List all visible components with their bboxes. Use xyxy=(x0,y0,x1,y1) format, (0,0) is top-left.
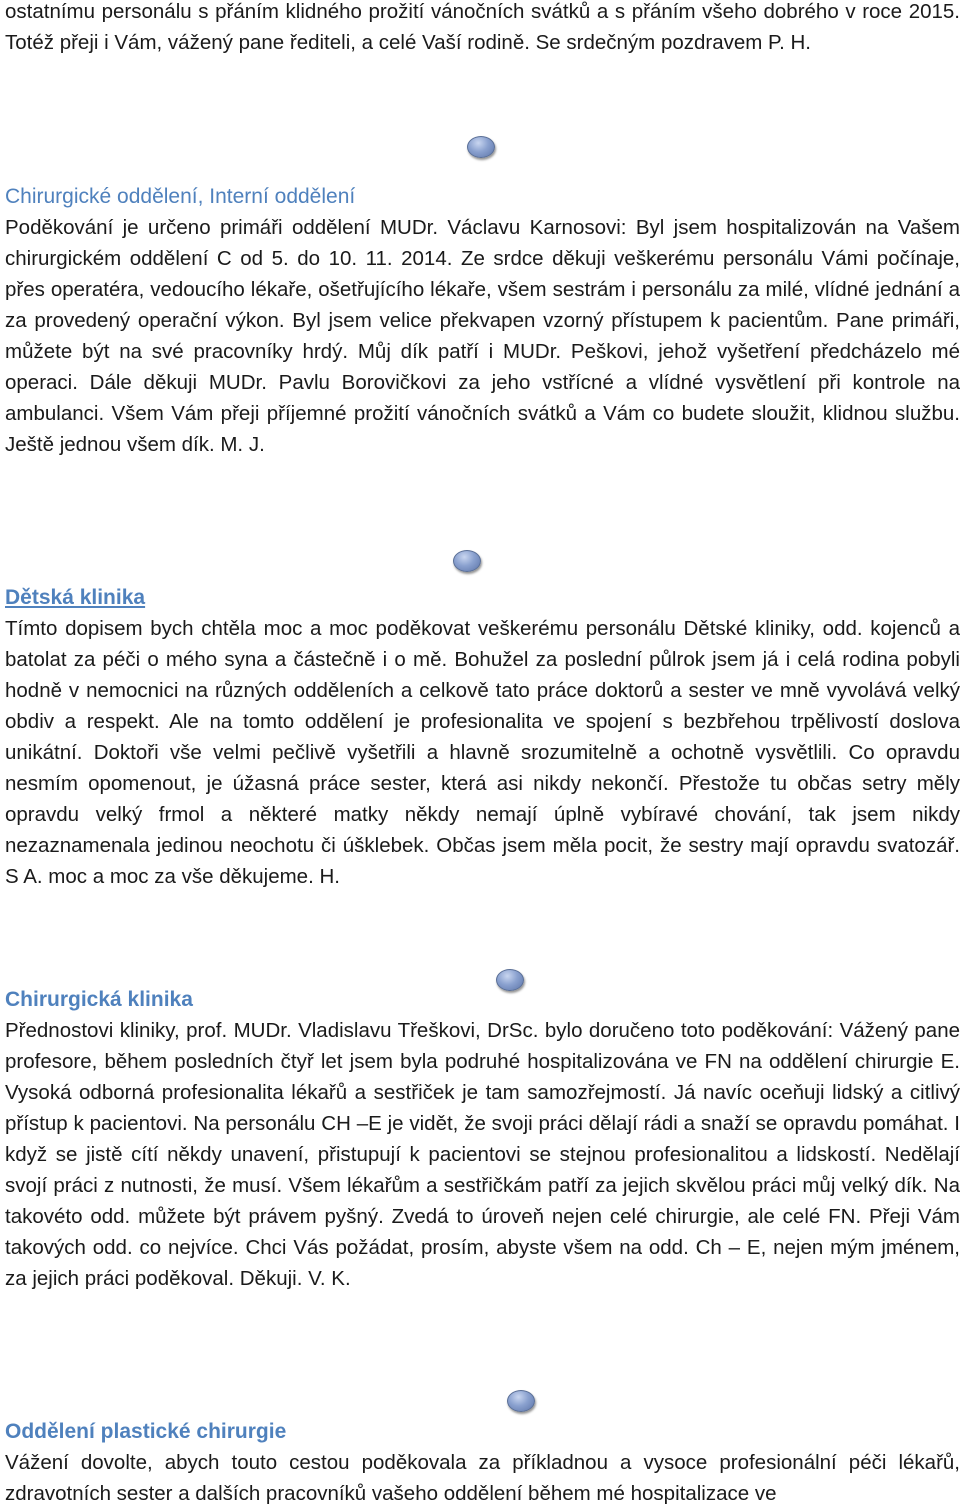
section-title-detska-klinika: Dětská klinika xyxy=(5,586,146,609)
section-title-plasticka-chirurgie: Oddělení plastické chirurgie xyxy=(5,1420,287,1443)
oval-separator-icon xyxy=(467,136,495,158)
oval-separator-icon xyxy=(496,969,524,991)
section-body-plasticka-chirurgie: Vážení dovolte, abych touto cestou poděkovala za příkladnou a vysoce profesionální péči lékařů, zdravotních sester a dalších pracovníků vašeho oddělení během mé hospitalizace ve xyxy=(5,1451,960,1505)
intro-paragraph: ostatnímu personálu s přáním klidného prožití vánočních svátků a s přáním všeho dobrého v roce 2015. Totéž přeji i Vám, vážený pane řediteli, a celé Vaší rodině. Se srdečným pozdravem P. H. xyxy=(5,0,960,54)
section-body-detska-klinika: Tímto dopisem bych chtěla moc a moc poděkovat veškerému personálu Dětské kliniky, odd. kojenců a batolat za péči o mého syna a částečně i o mě. Bohužel za poslední půlrok jsem já i celá rodina pobyli hodně v nemocnici na různých odděleních a celkově tato práce doktorů a sester ve mně vyvolává velký obdiv a respekt. Ale na tomto oddělení je profesionalita ve spojení s bezbřehou trpělivostí doslova unikátní. Doktoři vše velmi pečlivě vyšetřili a hlavně srozumitelně a ochotně vysvětlili. Co opravdu nesmím opomenout, je úžasná práce sester, která asi nikdy nekončí. Přestože tu občas setry měly opravdu velký frmol a některé matky někdy nemají úplně vybíravé chování, tak jsem nikdy nezaznamenala jedinou neochotu či úšklebek. Občas jsem měla pocit, že sestry mají opravdu svatozář. S A. moc a moc za vše děkujeme. H. xyxy=(5,617,960,888)
oval-separator-icon xyxy=(453,550,481,572)
section-title-chirurgicka-klinika: Chirurgická klinika xyxy=(5,988,193,1011)
section-body-chirurgicka-klinika: Přednostovi kliniky, prof. MUDr. Vladislavu Třeškovi, DrSc. bylo doručeno toto poděkování: Vážený pane profesore, během posledních čtyř let jsem byla podruhé hospitalizována ve FN na oddělení chirurgie E. Vysoká odborná profesionalita lékařů a sestřiček je tam samozřejmostí. Já navíc oceňuji lidský a citlivý přístup k pacientovi. Na personálu CH –E je vidět, že svoji práci dělají rádi a snaží se opravdu pomáhat. I když se jistě cítí někdy unavení, přistupují k pacientovi se stejnou profesionalitou a lidskostí. Nedělají svojí práci z nutnosti, že musí. Všem lékařům a sestřičkám patří za jejich skvělou práci můj velký dík. Na takovéto odd. můžete být právem pyšný. Zvedá to úroveň nejen celé chirurgie, ale celé FN. Přeji Vám takových odd. co nejvíce. Chci Vás požádat, prosím, abyste všem na odd. Ch – E, nejen mým jménem, za jejich práci poděkoval. Děkuji. V. K. xyxy=(5,1019,960,1290)
section-title-chirurgicke-interni: Chirurgické oddělení, Interní oddělení xyxy=(5,185,356,208)
section-body-chirurgicke-interni: Poděkování je určeno primáři oddělení MUDr. Václavu Karnosovi: Byl jsem hospitalizován na Vašem chirurgickém oddělení C od 5. do 10. 11. 2014. Ze srdce děkuji veškerému personálu Vámi počínaje, přes operatéra, vedoucího lékaře, ošetřujícího lékaře, všem sestrám i personálu za milé, vlídné jednání a za provedený operační výkon. Byl jsem velice překvapen vzorný přístupem k pacientům. Pane primáři, můžete být na své pracovníky hrdý. Můj dík patří i MUDr. Peškovi, jehož vyšetření předcházelo mé operaci. Dále děkuji MUDr. Pavlu Borovičkovi za jeho vstřícné a vlídné vysvětlení při kontrole na ambulanci. Všem Vám přeji příjemné prožití vánočních svátků a Vám co budete sloužit, klidnou službu. Ještě jednou všem dík. M. J. xyxy=(5,216,960,456)
oval-separator-icon xyxy=(507,1390,535,1412)
